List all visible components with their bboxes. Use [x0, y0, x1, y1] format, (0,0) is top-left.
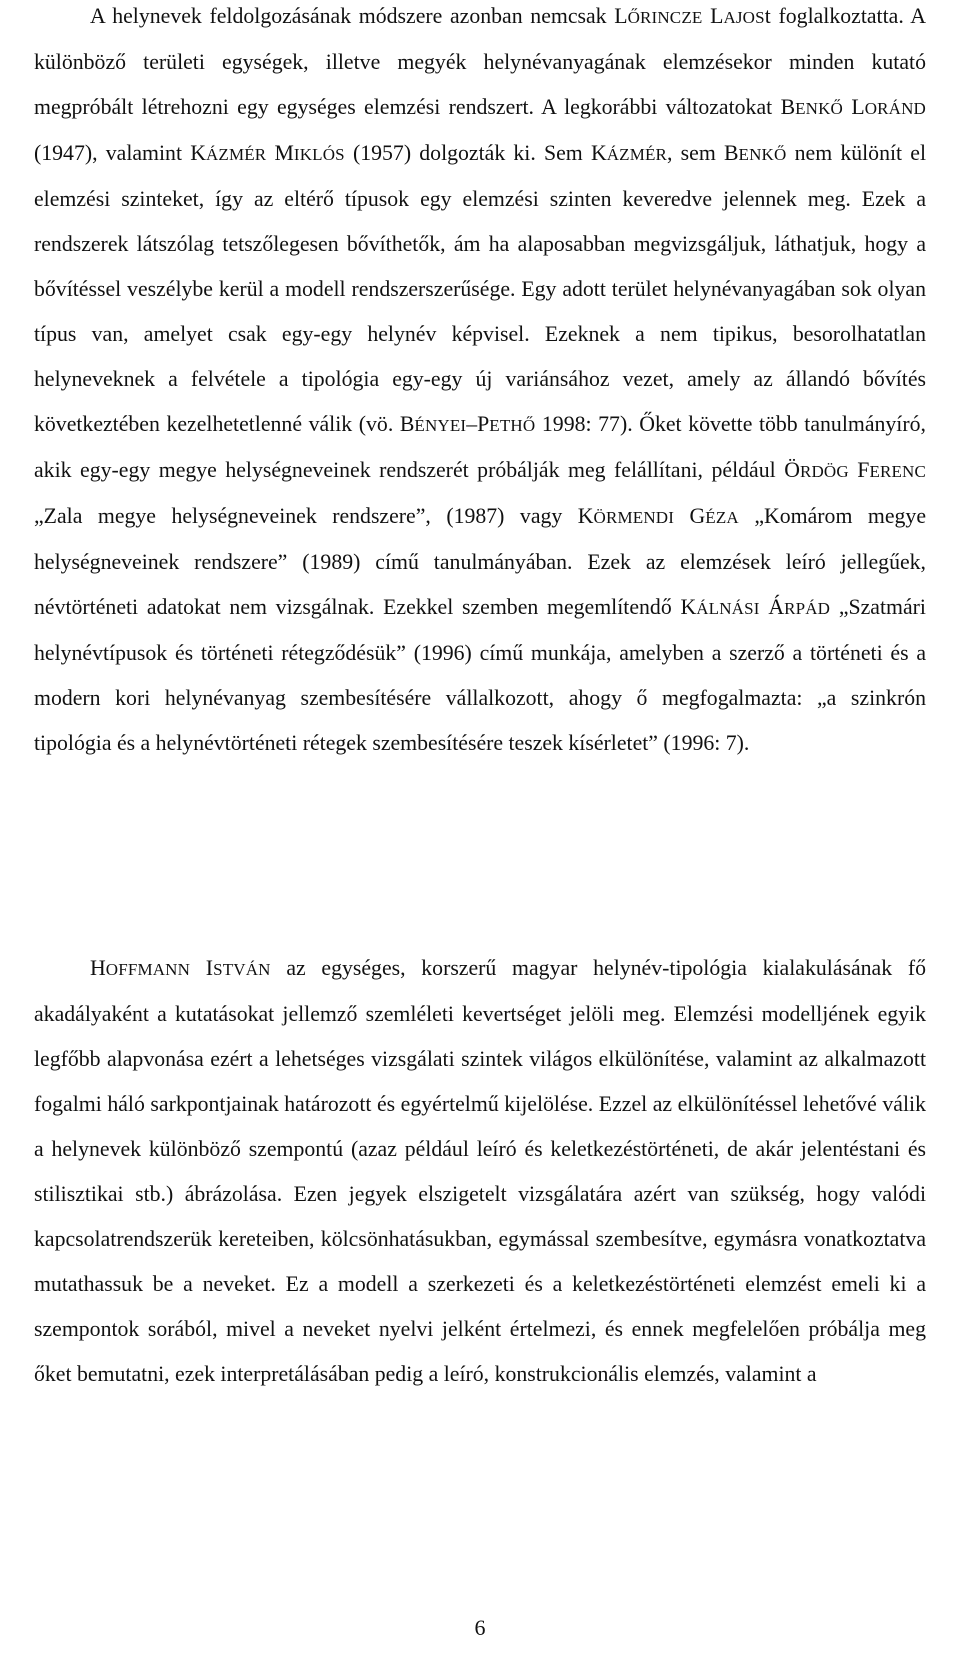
- text-run: „Zala megye helységneveinek rendszere”, (1987) vagy: [34, 504, 578, 528]
- author-name-smallcaps: STVÁN: [213, 960, 271, 979]
- author-name-initial: K: [190, 141, 206, 165]
- body-paragraph-2: [34, 946, 926, 1397]
- text-run: (1947), valamint: [34, 141, 191, 165]
- author-name-initial: K: [680, 595, 697, 619]
- author-name-smallcaps: ÁZMÉR: [205, 145, 267, 164]
- author-name-smallcaps: OFFMANN: [105, 960, 191, 979]
- paragraph-text: [34, 946, 926, 1397]
- author-name-smallcaps: AJOS: [723, 8, 765, 27]
- author-name-initial: B: [399, 412, 415, 436]
- author-name-initial: –P: [466, 412, 490, 436]
- text-run: nem különít el elemzési szinteket, így az eltérő típusok egy elemzési szinten keveredve jelennek meg. Ezek a rendszerek látszólag tetszőlegesen bővíthetők, ám ha alaposabban megvizsgáljuk, láthatjuk, hogy a bővítéssel veszélybe kerül a modell rendszerszerűsége. Egy adott terület helynévanyagában sok olyan típus van, amelyet csak egy-egy helynév képvisel. Ezeknek a nem tipikus, besorolhatatlan helyneveknek a felvétele a tipológia egy-egy új variánsához vezet, amely az állandó bővítés következtében kezelhetetlenné válik (vö.: [34, 141, 927, 436]
- author-name-smallcaps: ENKŐ: [738, 145, 787, 164]
- author-name-initial: L: [614, 4, 628, 28]
- paragraph-text: [34, 0, 926, 766]
- text-run: „Szatmári helynévtípusok és történeti rétegződésük” (1996) című munkája, amelyben a szerző a történeti és a modern kori helynévanyag szembesítésére vállalkozott, ahogy ő megfogalmazta: „a szinkrón tipológia és a helynévtörténeti rétegek szembesítésére teszek kísérletet” (1996: 7).: [34, 595, 926, 755]
- body-paragraph-1: [34, 0, 926, 766]
- author-name-initial: B: [723, 141, 739, 165]
- text-run: (1957) dolgozták ki. Sem: [344, 141, 591, 165]
- author-name-smallcaps: ENKŐ: [795, 99, 844, 118]
- author-name-smallcaps: ÁZMÉR: [606, 145, 668, 164]
- author-name-initial: K: [577, 504, 594, 528]
- text-run: „Komárom megye helységneveinek rendszere” (1989) című tanulmányában. Ezek az elemzések leíró jellegűek, névtörténeti adatokat nem vizsgálnak. Ezekkel szemben megemlítendő: [34, 504, 926, 619]
- author-name-initial: I: [190, 956, 214, 980]
- author-name-smallcaps: ÉZA: [705, 508, 739, 527]
- author-name-smallcaps: ORÁND: [864, 99, 926, 118]
- author-name-initial: Ö: [784, 458, 800, 482]
- author-name-initial: B: [780, 95, 796, 119]
- author-name-initial: F: [848, 458, 870, 482]
- author-name-smallcaps: ERENC: [869, 462, 927, 481]
- author-name-initial: L: [702, 4, 724, 28]
- author-name-initial: K: [590, 141, 607, 165]
- author-name-smallcaps: IKLÓS: [293, 145, 345, 164]
- text-run: t foglalkoztatta. A különböző területi egységek, illetve megyék helynévanyagának elemzésekor minden kutató megpróbált létrehozni egy egységes elemzési rendszert. A legkorábbi változatokat: [34, 4, 927, 119]
- text-run: 1998: 77). Őket követte több tanulmányíró, akik egy-egy megye helységneveinek rendszerét próbálják meg felállítani, például: [34, 412, 926, 482]
- author-name-initial: M: [266, 141, 294, 165]
- author-name-smallcaps: RDÖG: [799, 462, 849, 481]
- page-number: 6: [474, 1615, 486, 1640]
- author-name-smallcaps: ÉNYEI: [414, 416, 467, 435]
- author-name-smallcaps: ÖRMENDI: [593, 508, 675, 527]
- author-name-smallcaps: ETHŐ: [489, 416, 536, 435]
- author-name-initial: H: [90, 956, 106, 980]
- author-name-initial: Á: [759, 595, 785, 619]
- author-name-smallcaps: RPÁD: [784, 599, 831, 618]
- author-name-smallcaps: ÁLNÁSI: [696, 599, 760, 618]
- author-name-initial: G: [674, 504, 706, 528]
- text-run: , sem: [667, 141, 724, 165]
- author-name-smallcaps: ŐRINCZE: [627, 8, 703, 27]
- text-run: A helynevek feldolgozásának módszere azonban nemcsak: [90, 4, 615, 28]
- author-name-initial: L: [843, 95, 865, 119]
- text-run: az egységes, korszerű magyar helynév-tipológia kialakulásának fő akadályaként a kutatásokat jellemző szemléleti kevertséget jelöli meg. Elemzési modelljének egyik legfőbb alapvonása ezért a lehetséges vizsgálati szintek világos elkülönítése, valamint az alkalmazott fogalmi háló sarkpontjainak határozott és egyértelmű kijelölése. Ezzel az elkülönítéssel lehetővé válik a helynevek különböző szempontú (azaz például leíró és keletkezéstörténeti, de akár jelentéstani és stilisztikai stb.) ábrázolása. Ezen jegyek elszigetelt vizsgálatára azért van szükség, hogy valódi kapcsolatrendszerük kereteiben, kölcsönhatásukban, egymással szembesítve, egymásra vonatkoztatva mutathassuk be a neveket. Ez a modell a szerkezeti és a keletkezéstörténeti elemzést emeli ki a szempontok sorából, mivel a neveket nyelvi jelként értelmezi, és ennek megfelelően próbálja meg őket bemutatni, ezek interpretálásában pedig a leíró, konstrukcionális elemzés, valamint a: [34, 956, 927, 1386]
